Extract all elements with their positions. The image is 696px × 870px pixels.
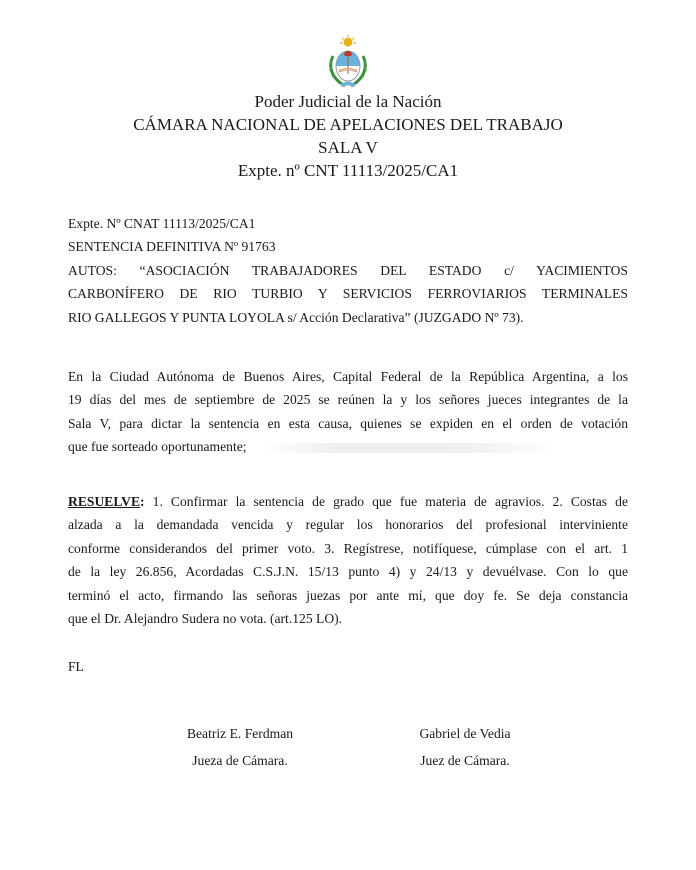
intro-line: 19 días del mes de septiembre de 2025 se reúnen la y los señores jueces integrantes de la xyxy=(68,392,628,408)
signer-name: Gabriel de Vedia xyxy=(419,726,511,741)
signer-title: Juez de Cámara. xyxy=(420,753,510,768)
autos-line: CARBONÍFERO DE RIO TURBIO Y SERVICIOS FERROVIARIOS TERMINALES xyxy=(68,286,628,302)
signer-title: Jueza de Cámara. xyxy=(192,753,288,768)
intro-line: En la Ciudad Autónoma de Buenos Aires, Capital Federal de la República Argentina, a los xyxy=(68,369,628,384)
case-references xyxy=(68,212,628,259)
signature-right xyxy=(385,722,545,776)
header-camara: CÁMARA NACIONAL DE APELACIONES DEL TRABAJO xyxy=(133,115,563,134)
expediente-number: Expte. Nº CNAT 11113/2025/CA1 xyxy=(68,216,256,231)
resuelve-line xyxy=(68,490,628,513)
resuelve-line: terminó el acto, firmando las señoras juezas por ante mí, que doy fe. Se deja constancia xyxy=(68,587,628,603)
resuelve-text: 1. Confirmar la sentencia de grado que fue materia de agravios. 2. Costas de xyxy=(144,494,628,509)
signer-name: Beatriz E. Ferdman xyxy=(186,726,294,741)
autos-line: RIO GALLEGOS Y PUNTA LOYOLA s/ Acción Declarativa” (JUZGADO Nº 73). xyxy=(68,309,524,325)
document-header xyxy=(0,90,696,182)
intro-line xyxy=(68,435,628,458)
resuelve-line: de la ley 26.856, Acordadas C.S.J.N. 15/13 punto 4) y 24/13 y devuélvase. Con lo que xyxy=(68,564,628,580)
header-sala: SALA V xyxy=(318,138,378,157)
resuelve-colon: : xyxy=(140,494,145,509)
resuelve-line: que el Dr. Alejandro Sudera no vota. (art.125 LO). xyxy=(68,611,343,627)
redacted-area xyxy=(257,443,557,453)
intro-paragraph xyxy=(68,365,628,459)
intro-line: Sala V, para dictar la sentencia en esta causa, quienes se expiden en el orden de votación xyxy=(68,415,628,431)
resuelve-label: RESUELVE xyxy=(68,494,141,509)
intro-line-text: que fue sorteado oportunamente; xyxy=(68,439,247,455)
autos-paragraph xyxy=(68,259,628,329)
resuelve-line: alzada a la demandada vencida y regular los honorarios del profesional interviniente xyxy=(68,517,628,533)
resuelve-line: conforme considerandos del primer voto. 3. Regístrese, notifíquese, cúmplase con el art. 1 xyxy=(68,540,628,556)
initials: FL xyxy=(68,659,84,674)
sentencia-number: SENTENCIA DEFINITIVA Nº 91763 xyxy=(68,239,276,255)
header-poder-judicial: Poder Judicial de la Nación xyxy=(254,92,442,111)
header-expediente: Expte. nº CNT 11113/2025/CA1 xyxy=(237,161,459,180)
autos-line: AUTOS: “ASOCIACIÓN TRABAJADORES DEL ESTADO c/ YACIMIENTOS xyxy=(68,263,628,278)
signature-left xyxy=(160,722,320,776)
argentina-coat-of-arms-icon xyxy=(325,34,371,90)
resuelve-paragraph xyxy=(68,490,628,630)
